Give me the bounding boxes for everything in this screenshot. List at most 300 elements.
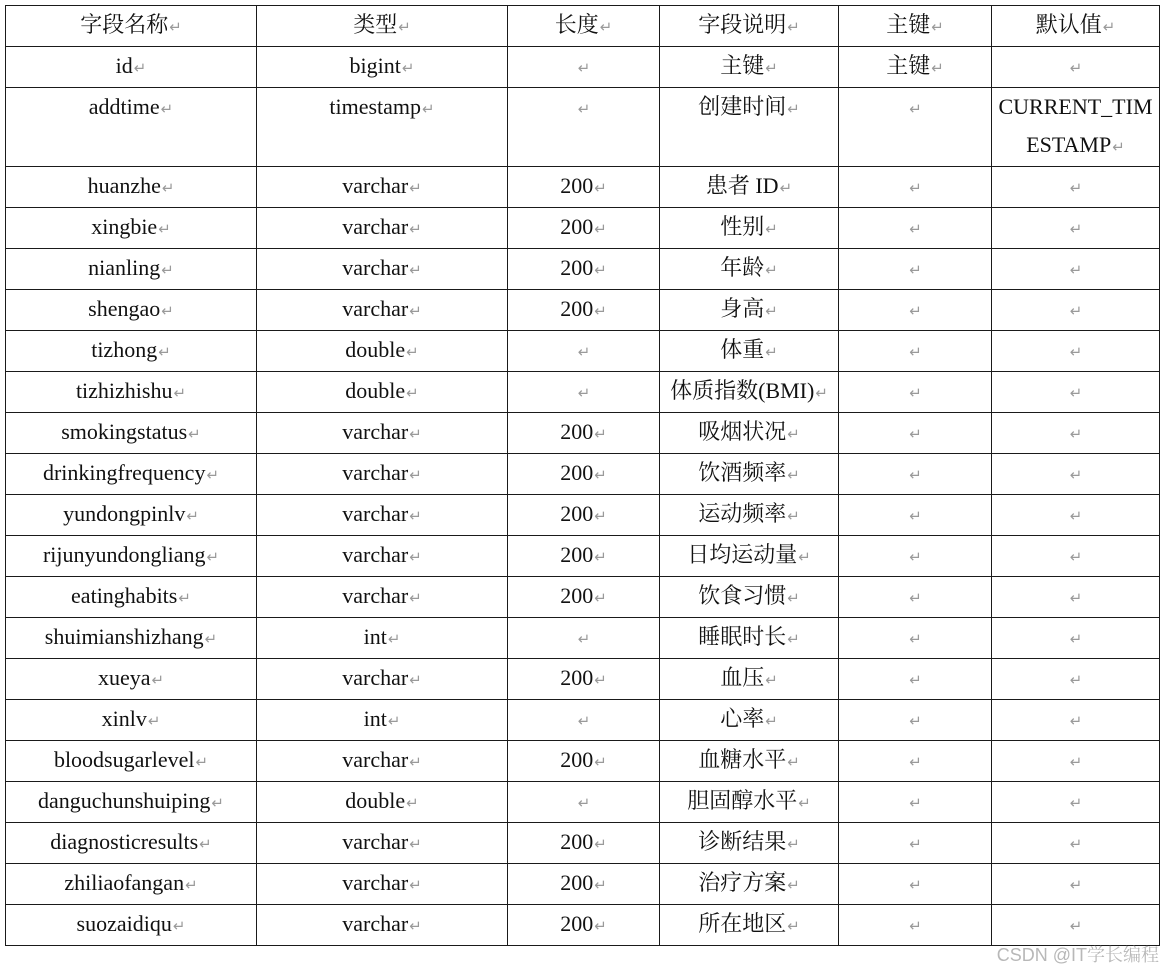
cell-default-value [992,290,1160,331]
cell-primary-key [839,413,992,454]
cell-text: drinkingfrequency [42,460,206,485]
table-row [6,700,1160,741]
cell-type [257,741,508,782]
cell-field-name [6,618,257,659]
paragraph-mark: ↵ [387,630,401,648]
cell-text: 200 [560,419,594,444]
paragraph-mark: ↵ [1069,179,1083,197]
cell-type [257,331,508,372]
cell-text: varchar [342,583,409,608]
cell-default-value [992,167,1160,208]
cell-type [257,536,508,577]
header-type: 类型↵ [257,6,508,47]
paragraph-mark: ↵ [409,671,422,689]
header-length: 长度↵ [508,6,660,47]
cell-type [257,413,508,454]
paragraph-mark: ↵ [133,59,147,77]
cell-default-value [992,905,1160,946]
paragraph-mark: ↵ [409,302,422,320]
cell-text: varchar [342,501,409,526]
table-row [6,495,1160,536]
cell-length [508,167,660,208]
paragraph-mark: ↵ [765,712,778,730]
paragraph-mark: ↵ [787,630,800,648]
cell-type [257,823,508,864]
cell-text: yundongpinlv [63,501,186,526]
cell-length [508,413,660,454]
cell-text: 饮酒频率 [698,460,787,485]
paragraph-mark: ↵ [204,630,218,648]
paragraph-mark: ↵ [1069,343,1083,361]
paragraph-mark: ↵ [909,507,922,525]
cell-field-name [6,823,257,864]
table-row [6,536,1160,577]
cell-default-value [992,47,1160,88]
paragraph-mark: ↵ [409,835,422,853]
paragraph-mark: ↵ [1069,671,1083,689]
cell-default-value [992,741,1160,782]
cell-default-value [992,823,1160,864]
table-header-row [6,6,1160,47]
cell-text: varchar [342,829,409,854]
cell-text: 200 [560,829,594,854]
table-row [6,208,1160,249]
cell-type [257,88,508,167]
cell-length [508,495,660,536]
cell-description [660,454,839,495]
paragraph-mark: ↵ [387,712,401,730]
cell-text: zhiliaofangan [64,870,185,895]
cell-description [660,741,839,782]
cell-text: tizhizhishu [75,378,173,403]
paragraph-mark: ↵ [765,261,778,279]
paragraph-mark: ↵ [147,712,161,730]
cell-type [257,700,508,741]
paragraph-mark: ↵ [577,100,591,118]
paragraph-mark: ↵ [409,425,422,443]
cell-length [508,782,660,823]
cell-text: 200 [560,583,594,608]
cell-text: xueya [97,665,151,690]
cell-primary-key [839,823,992,864]
paragraph-mark: ↵ [787,917,800,935]
cell-description [660,659,839,700]
cell-field-name [6,454,257,495]
cell-text: bloodsugarlevel [53,747,195,772]
cell-text: 患者 ID [705,173,779,198]
cell-type [257,618,508,659]
cell-default-value [992,700,1160,741]
paragraph-mark: ↵ [765,343,778,361]
cell-length [508,47,660,88]
paragraph-mark: ↵ [909,835,922,853]
cell-text: 运动频率 [698,501,787,526]
paragraph-mark: ↵ [594,548,607,566]
cell-primary-key [839,331,992,372]
paragraph-mark: ↵ [1069,466,1083,484]
cell-primary-key [839,372,992,413]
cell-text: varchar [342,214,409,239]
cell-field-name [6,249,257,290]
cell-default-value [992,659,1160,700]
cell-text: diagnosticresults [50,829,199,854]
paragraph-mark: ↵ [173,384,187,402]
cell-primary-key [839,249,992,290]
paragraph-mark: ↵ [909,425,922,443]
paragraph-mark: ↵ [909,753,922,771]
cell-text: 体重 [720,337,765,362]
cell-length [508,864,660,905]
paragraph-mark: ↵ [594,179,607,197]
cell-text: id [115,53,133,78]
cell-text: bigint [349,53,401,78]
paragraph-mark: ↵ [765,59,778,77]
paragraph-mark: ↵ [787,835,800,853]
cell-default-value [992,577,1160,618]
paragraph-mark: ↵ [158,343,171,361]
paragraph-mark: ↵ [211,794,224,812]
cell-description [660,618,839,659]
cell-text: 心率 [720,706,765,731]
paragraph-mark: ↵ [577,59,591,77]
cell-description [660,372,839,413]
cell-length [508,577,660,618]
cell-length [508,659,660,700]
cell-text: int [363,706,387,731]
paragraph-mark: ↵ [765,302,778,320]
paragraph-mark: ↵ [594,466,607,484]
cell-field-name [6,167,257,208]
table-row [6,659,1160,700]
cell-description [660,331,839,372]
cell-text: 性别 [720,214,765,239]
cell-length [508,905,660,946]
paragraph-mark: ↵ [577,794,591,812]
paragraph-mark: ↵ [787,466,800,484]
table-body [6,47,1160,946]
cell-primary-key [839,577,992,618]
cell-description [660,413,839,454]
cell-length [508,372,660,413]
cell-primary-key [839,167,992,208]
cell-type [257,372,508,413]
cell-field-name [6,331,257,372]
cell-text: 年龄 [720,255,765,280]
paragraph-mark: ↵ [594,507,607,525]
cell-description [660,905,839,946]
cell-type [257,577,508,618]
paragraph-mark: ↵ [195,753,209,771]
cell-text: varchar [342,255,409,280]
paragraph-mark: ↵ [909,343,922,361]
cell-length [508,700,660,741]
cell-text: 200 [560,747,594,772]
paragraph-mark: ↵ [161,302,174,320]
cell-default-value [992,372,1160,413]
cell-length [508,331,660,372]
paragraph-mark: ↵ [909,917,922,935]
cell-type [257,290,508,331]
cell-text: tizhong [91,337,158,362]
cell-text: 血糖水平 [698,747,787,772]
header-field-name: 字段名称↵ [6,6,257,47]
cell-primary-key [839,536,992,577]
cell-text: eatinghabits [71,583,178,608]
cell-field-name [6,47,257,88]
paragraph-mark: ↵ [1069,630,1083,648]
paragraph-mark: ↵ [909,261,922,279]
cell-text: 200 [560,870,594,895]
paragraph-mark: ↵ [422,100,435,118]
table-row [6,618,1160,659]
paragraph-mark: ↵ [577,343,591,361]
paragraph-mark: ↵ [594,671,607,689]
cell-description [660,47,839,88]
cell-text: 血压 [720,665,765,690]
cell-type [257,454,508,495]
cell-primary-key [839,741,992,782]
paragraph-mark: ↵ [185,876,198,894]
paragraph-mark: ↵ [1069,589,1083,607]
paragraph-mark: ↵ [199,835,212,853]
paragraph-mark: ↵ [594,589,607,607]
table-row [6,413,1160,454]
cell-length [508,741,660,782]
cell-type [257,782,508,823]
cell-description [660,495,839,536]
paragraph-mark: ↵ [909,589,922,607]
header-default-value: 默认值↵ [992,6,1160,47]
cell-default-value [992,495,1160,536]
cell-length [508,208,660,249]
paragraph-mark: ↵ [909,794,922,812]
paragraph-mark: ↵ [161,179,175,197]
field-definition-table [5,5,1160,946]
cell-length [508,536,660,577]
paragraph-mark: ↵ [787,100,800,118]
cell-text: varchar [342,419,409,444]
paragraph-mark: ↵ [787,507,800,525]
paragraph-mark: ↵ [1112,138,1125,156]
paragraph-mark: ↵ [409,753,422,771]
cell-text: rijunyundongliang [42,542,206,567]
cell-primary-key [839,905,992,946]
cell-text: 身高 [720,296,765,321]
table-row [6,864,1160,905]
cell-field-name [6,413,257,454]
table-row [6,741,1160,782]
paragraph-mark: ↵ [594,753,607,771]
paragraph-mark: ↵ [779,179,793,197]
paragraph-mark: ↵ [1069,384,1083,402]
cell-field-name [6,372,257,413]
table-row [6,249,1160,290]
cell-text: 主键 [886,53,931,78]
cell-text: shuimianshizhang [44,624,204,649]
cell-text: varchar [342,296,409,321]
paragraph-mark: ↵ [172,917,186,935]
table-row [6,823,1160,864]
cell-description [660,536,839,577]
cell-type [257,905,508,946]
cell-default-value [992,208,1160,249]
paragraph-mark: ↵ [787,876,800,894]
cell-text: 诊断结果 [698,829,787,854]
cell-primary-key [839,618,992,659]
paragraph-mark: ↵ [409,261,422,279]
paragraph-mark: ↵ [151,671,165,689]
table-row [6,454,1160,495]
cell-field-name [6,208,257,249]
paragraph-mark: ↵ [1069,794,1083,812]
cell-primary-key [839,495,992,536]
paragraph-mark: ↵ [594,425,607,443]
cell-text: huanzhe [87,173,161,198]
cell-type [257,249,508,290]
cell-length [508,249,660,290]
paragraph-mark: ↵ [594,261,607,279]
cell-description [660,864,839,905]
cell-primary-key [839,782,992,823]
paragraph-mark: ↵ [798,794,811,812]
cell-text: double [345,788,406,813]
cell-default-value [992,536,1160,577]
cell-text: 200 [560,255,594,280]
table-row [6,88,1160,167]
header-primary-key: 主键↵ [839,6,992,47]
table-row [6,905,1160,946]
cell-description [660,577,839,618]
paragraph-mark: ↵ [787,753,800,771]
paragraph-mark: ↵ [206,466,220,484]
cell-length [508,823,660,864]
cell-field-name [6,290,257,331]
cell-text: double [345,378,406,403]
paragraph-mark: ↵ [1069,753,1083,771]
paragraph-mark: ↵ [158,220,171,238]
cell-description [660,290,839,331]
paragraph-mark: ↵ [1069,302,1083,320]
cell-text: double [345,337,406,362]
paragraph-mark: ↵ [577,384,591,402]
paragraph-mark: ↵ [815,384,828,402]
cell-primary-key [839,659,992,700]
cell-type [257,208,508,249]
paragraph-mark: ↵ [188,425,201,443]
cell-text: varchar [342,665,409,690]
cell-field-name [6,782,257,823]
paragraph-mark: ↵ [798,548,811,566]
cell-default-value [992,331,1160,372]
cell-text: 200 [560,460,594,485]
paragraph-mark: ↵ [765,220,778,238]
paragraph-mark: ↵ [594,220,607,238]
table-row [6,167,1160,208]
paragraph-mark: ↵ [909,548,922,566]
paragraph-mark: ↵ [594,917,607,935]
cell-text: varchar [342,542,409,567]
paragraph-mark: ↵ [161,261,174,279]
cell-length [508,618,660,659]
cell-default-value [992,88,1160,167]
paragraph-mark: ↵ [909,100,922,118]
table-row [6,331,1160,372]
cell-field-name [6,659,257,700]
cell-text: xinlv [101,706,147,731]
paragraph-mark: ↵ [594,876,607,894]
cell-type [257,495,508,536]
paragraph-mark: ↵ [409,179,422,197]
paragraph-mark: ↵ [931,59,944,77]
cell-description [660,700,839,741]
cell-primary-key [839,700,992,741]
paragraph-mark: ↵ [409,589,422,607]
paragraph-mark: ↵ [577,630,591,648]
paragraph-mark: ↵ [909,630,922,648]
cell-primary-key [839,88,992,167]
paragraph-mark: ↵ [1069,261,1083,279]
cell-text: addtime [88,94,160,119]
paragraph-mark: ↵ [1069,712,1083,730]
paragraph-mark: ↵ [406,794,419,812]
cell-field-name [6,905,257,946]
cell-text: 200 [560,173,594,198]
header-description: 字段说明↵ [660,6,839,47]
paragraph-mark: ↵ [1069,548,1083,566]
cell-text: 200 [560,214,594,239]
cell-type [257,47,508,88]
cell-type [257,864,508,905]
paragraph-mark: ↵ [909,179,922,197]
paragraph-mark: ↵ [409,220,422,238]
cell-length [508,88,660,167]
cell-text: 胆固醇水平 [687,788,798,813]
table-row [6,372,1160,413]
cell-description [660,88,839,167]
paragraph-mark: ↵ [1069,59,1083,77]
cell-type [257,167,508,208]
cell-primary-key [839,47,992,88]
cell-text: 饮食习惯 [698,583,787,608]
cell-text: 治疗方案 [698,870,787,895]
paragraph-mark: ↵ [1069,917,1083,935]
paragraph-mark: ↵ [206,548,220,566]
cell-field-name [6,495,257,536]
paragraph-mark: ↵ [909,384,922,402]
table-row [6,47,1160,88]
paragraph-mark: ↵ [787,589,800,607]
paragraph-mark: ↵ [406,343,419,361]
paragraph-mark: ↵ [909,220,922,238]
cell-text: varchar [342,870,409,895]
cell-text: smokingstatus [61,419,188,444]
cell-primary-key [839,208,992,249]
paragraph-mark: ↵ [577,712,591,730]
cell-text: timestamp [329,94,422,119]
cell-text: int [363,624,387,649]
cell-text: CURRENT_TIMESTAMP [998,94,1153,157]
table-row [6,577,1160,618]
cell-type [257,659,508,700]
cell-text: danguchunshuiping [38,788,211,813]
cell-primary-key [839,864,992,905]
paragraph-mark: ↵ [1069,507,1083,525]
cell-text: xingbie [91,214,158,239]
cell-text: 所在地区 [698,911,787,936]
cell-text: varchar [342,911,409,936]
cell-text: nianling [88,255,161,280]
paragraph-mark: ↵ [409,548,422,566]
